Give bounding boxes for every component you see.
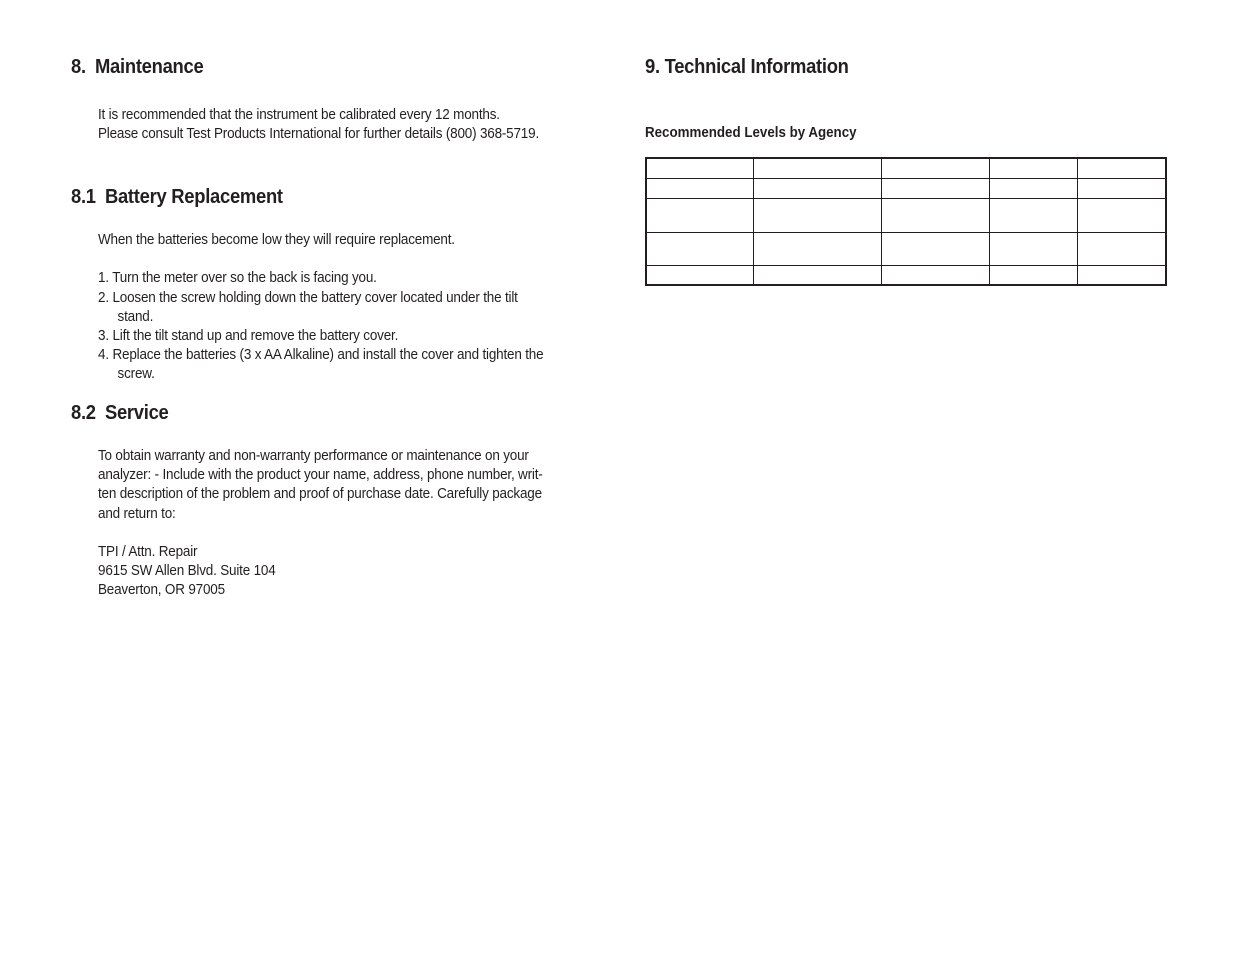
list-number: 2.	[98, 289, 109, 306]
table-row	[646, 265, 1166, 285]
table-row	[646, 198, 1166, 232]
recommended-levels-table	[645, 157, 1167, 286]
table-cell	[646, 198, 753, 232]
list-text: Lift the tilt stand up and remove the battery cover.	[112, 328, 399, 344]
table-cell	[646, 232, 753, 265]
list-text-continued: screw.	[117, 366, 155, 383]
section-title: Service	[104, 402, 169, 424]
section-number: 8.2	[71, 402, 96, 424]
table-cell	[1077, 158, 1166, 178]
table-cell	[989, 178, 1077, 198]
table-cell	[753, 265, 881, 285]
service-text	[98, 447, 591, 601]
list-item	[98, 269, 591, 288]
table-row	[646, 178, 1166, 198]
table-header-row	[646, 158, 1166, 178]
address-line: TPI / Attn. Repair	[98, 544, 198, 560]
list-item	[98, 346, 591, 384]
list-text: Turn the meter over so the back is facing you.	[112, 270, 377, 287]
paragraph-line: It is recommended that the instrument be calibrated every 12 months.	[98, 107, 500, 123]
section-number: 8.1	[71, 186, 96, 208]
table-cell	[753, 158, 881, 178]
paragraph-line: and return to:	[98, 505, 176, 522]
section-title: Battery Replacement	[104, 186, 283, 208]
list-item	[98, 327, 591, 346]
maintenance-text	[98, 106, 591, 144]
table-cell	[753, 232, 881, 265]
list-number: 4.	[98, 347, 109, 364]
table-cell	[989, 198, 1077, 232]
address-line: Beaverton, OR 97005	[98, 582, 225, 599]
table-cell	[1077, 232, 1166, 265]
table-cell	[881, 158, 989, 178]
table-cell	[881, 198, 989, 232]
table-cell	[1077, 178, 1166, 198]
paragraph-line: To obtain warranty and non-warranty performance or maintenance on your	[98, 448, 529, 464]
table-cell	[989, 265, 1077, 285]
table-cell	[753, 198, 881, 232]
section-heading-technical-information: 9. Technical Information	[645, 56, 849, 78]
list-item	[98, 289, 591, 327]
battery-intro: When the batteries become low they will require replacement.	[98, 232, 455, 248]
list-text-continued: stand.	[117, 308, 154, 325]
table-cell	[1077, 198, 1166, 232]
table-row	[646, 232, 1166, 265]
table-cell	[989, 232, 1077, 265]
table-cell	[646, 265, 753, 285]
list-text: Loosen the screw holding down the battery cover located under the tilt	[112, 289, 518, 306]
list-number: 3.	[98, 328, 109, 344]
table-cell	[646, 178, 753, 198]
table-cell	[881, 232, 989, 265]
list-number: 1.	[98, 270, 109, 287]
section-number: 8.	[71, 56, 86, 78]
section-title: Maintenance	[95, 56, 204, 78]
table-cell	[1077, 265, 1166, 285]
table-cell	[753, 178, 881, 198]
address-line: 9615 SW Allen Blvd. Suite 104	[98, 563, 276, 580]
list-text: Replace the batteries (3 x AA Alkaline) and install the cover and tighten the	[112, 347, 544, 364]
paragraph-line: analyzer: - Include with the product your name, address, phone number, writ-	[98, 467, 543, 484]
paragraph-line: ten description of the problem and proof of purchase date. Carefully package	[98, 486, 542, 503]
table-cell	[646, 158, 753, 178]
table-cell	[881, 265, 989, 285]
section-heading-battery-replacement	[71, 186, 283, 209]
table-caption: Recommended Levels by Agency	[645, 125, 857, 141]
paragraph-line: Please consult Test Products International for further details (800) 368-5719.	[98, 126, 540, 143]
section-heading-maintenance	[71, 56, 203, 79]
table-cell	[881, 178, 989, 198]
table-cell	[989, 158, 1077, 178]
section-heading-service	[71, 402, 169, 425]
battery-text	[98, 231, 591, 385]
